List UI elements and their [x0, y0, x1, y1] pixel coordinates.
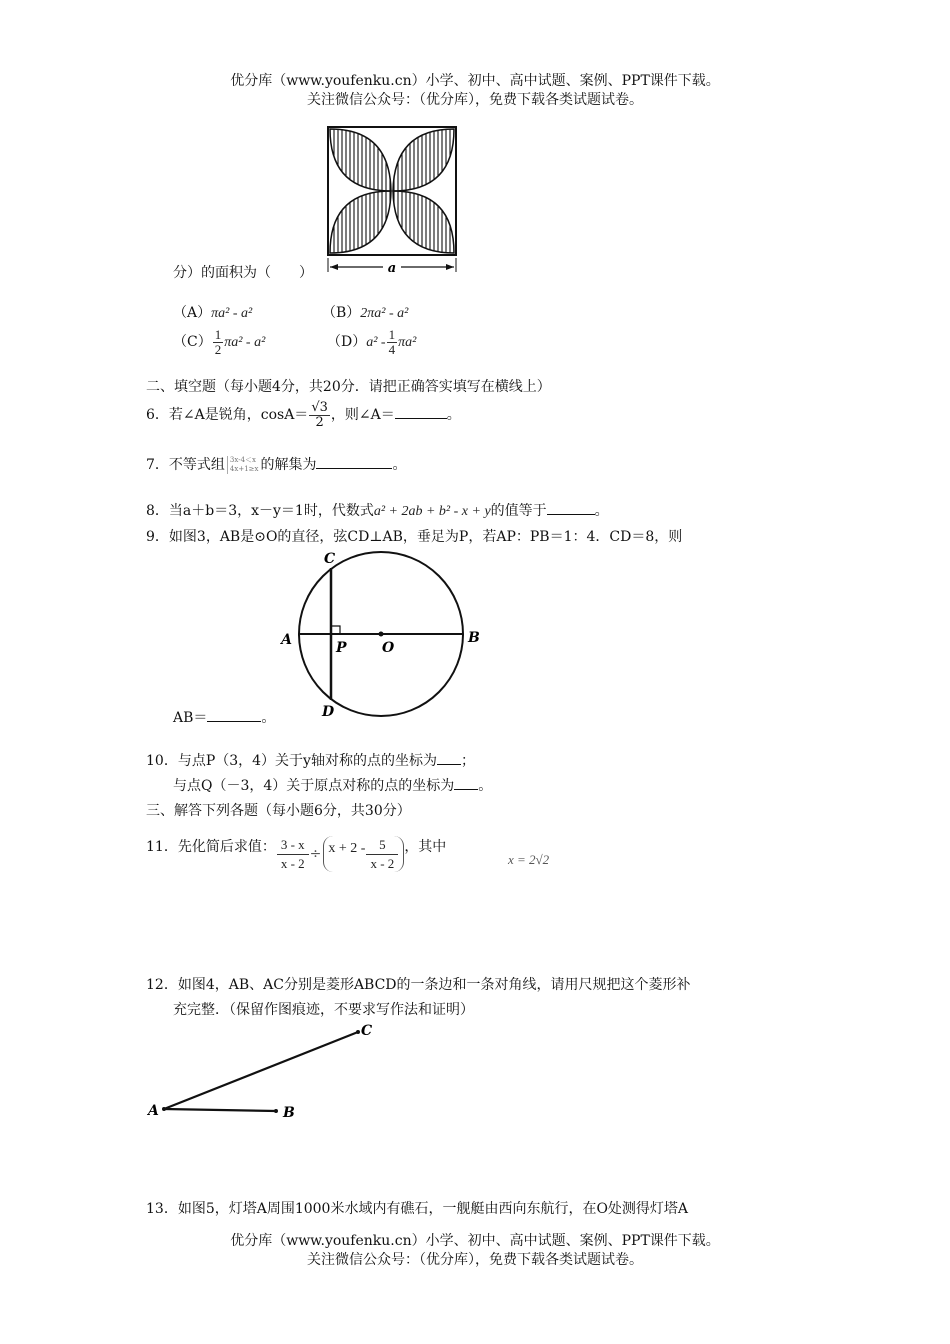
- q5-option-b: [322, 302, 408, 322]
- question-10-line-2: [173, 775, 492, 795]
- q6-end: 。: [446, 407, 461, 424]
- rhombus-label-a: A: [148, 1103, 159, 1119]
- question-6: [146, 401, 461, 429]
- label-c: C: [324, 551, 336, 567]
- rhombus-label-c: C: [361, 1023, 373, 1039]
- section-2-title: 二、填空题（每小题4分，共20分．请把正确答实填写在横线上）: [146, 379, 551, 395]
- q7-text-before: 7．不等式组: [146, 457, 225, 473]
- q5-option-b-expr: 2πa² - a²: [360, 306, 409, 321]
- question-8: [146, 500, 609, 520]
- q5-option-a-expr: πa² - a²: [211, 306, 253, 321]
- q5-option-a-label: （A）: [173, 305, 212, 321]
- q5-option-d-den: 4: [388, 341, 396, 357]
- question-12-line-2: 充完整．（保留作图痕迹，不要求写作法和证明）: [173, 1002, 474, 1018]
- q7-answer-blank[interactable]: [316, 455, 392, 469]
- q6-text-after: ，则∠A＝: [330, 407, 395, 424]
- q9-answer-blank[interactable]: [207, 708, 261, 722]
- q5-option-c-num: 1: [214, 327, 222, 342]
- q8-end: 。: [594, 503, 609, 519]
- circle-figure-3: [278, 546, 488, 721]
- label-b: B: [468, 630, 480, 646]
- q11-fraction-1-den: x - 2: [280, 855, 305, 871]
- q11-text-before: 11．先化简后求值：: [146, 839, 276, 855]
- petal-square-figure: [325, 124, 460, 276]
- q5-option-c-tail: πa² - a²: [224, 335, 266, 351]
- q8-answer-blank[interactable]: [547, 501, 595, 515]
- question-7: [146, 454, 406, 474]
- question-12-line-1: 12．如图4，AB、AC分别是菱形ABCD的一条边和一条对角线，请用尺规把这个菱形补: [146, 977, 691, 993]
- q8-text-after: 的值等于: [490, 503, 547, 519]
- q8-text-before: 8．当a＋b＝3，x－y＝1时，代数式: [146, 503, 374, 519]
- q10-line-1-text: 10．与点P（3，4）关于y轴对称的点的坐标为: [146, 753, 437, 769]
- q11-inner-expr: x + 2 -: [328, 841, 366, 857]
- q5-option-c-den: 2: [214, 341, 222, 357]
- question-13-text: 13．如图5，灯塔A周围1000米水域内有礁石，一舰艇由西向东航行，在O处测得灯塔A: [146, 1201, 689, 1217]
- rhombus-label-b: B: [283, 1105, 295, 1121]
- q11-condition: x = 2√2: [508, 852, 550, 867]
- question-10-line-1: [146, 750, 475, 770]
- q5-stem-tail: 分）的面积为（ ）: [173, 265, 313, 281]
- q9-end: 。: [261, 710, 276, 726]
- footer-line-2: 关注微信公众号：（优分库），免费下载各类试题试卷。: [307, 1252, 643, 1268]
- q11-divide: ÷: [309, 846, 322, 862]
- q10-line-1-end: ；: [460, 753, 475, 769]
- q11-fraction-2-den: x - 2: [370, 855, 395, 871]
- q11-fraction-2-num: 5: [366, 836, 398, 855]
- label-d: D: [322, 704, 335, 720]
- q11-fraction-1-num: 3 - x: [277, 836, 309, 855]
- q7-system-line-2: 4x+1≥x: [229, 465, 259, 473]
- q5-option-c-label: （C）: [173, 334, 212, 351]
- q7-end: 。: [392, 457, 407, 473]
- q10-answer-blank-2[interactable]: [454, 776, 478, 790]
- q5-option-d-label: （D）: [327, 334, 367, 351]
- figure-a-label: a: [387, 261, 397, 276]
- question-9-answer: [173, 707, 275, 727]
- q5-option-c: [173, 328, 265, 356]
- q11-text-after: ，其中: [404, 839, 447, 855]
- q5-option-d-num: 1: [388, 327, 396, 342]
- header-line-2: 关注微信公众号：（优分库），免费下载各类试题试卷。: [307, 92, 643, 108]
- q10-line-2-end: 。: [478, 778, 493, 794]
- label-p: P: [336, 640, 347, 656]
- q5-option-b-label: （B）: [322, 305, 361, 321]
- header-line-1: 优分库（www.youfenku.cn）小学、初中、高中试题、案例、PPT课件下载。: [230, 73, 720, 89]
- q5-option-d-tail: πa²: [398, 335, 417, 351]
- question-11: [146, 836, 446, 872]
- rhombus-figure-4: [140, 1018, 380, 1128]
- q9-answer-label: AB＝: [173, 710, 208, 726]
- q6-text-before: 6．若∠A是锐角，cosA＝: [146, 407, 309, 424]
- q5-option-d-head: a² -: [366, 335, 386, 351]
- label-a: A: [281, 632, 292, 648]
- q5-option-d: [327, 328, 416, 356]
- q10-answer-blank-1[interactable]: [437, 751, 461, 765]
- section-3-title: 三、解答下列各题（每小题6分，共30分）: [146, 803, 411, 819]
- q6-frac-num: √3: [311, 400, 328, 415]
- q5-option-a: [173, 302, 252, 322]
- q6-answer-blank[interactable]: [395, 405, 447, 419]
- q8-expression: a² + 2ab + b² - x + y: [373, 504, 491, 519]
- footer-line-1: 优分库（www.youfenku.cn）小学、初中、高中试题、案例、PPT课件下载。: [230, 1233, 720, 1249]
- q10-line-2-text: 与点Q（－3，4）关于原点对称的点的坐标为: [173, 778, 455, 794]
- question-9-text: 9．如图3，AB是⊙O的直径，弦CD⊥AB，垂足为P，若AP：PB＝1：4．CD＝8，则: [146, 529, 683, 545]
- q7-text-after: 的解集为: [260, 457, 317, 473]
- label-o: O: [382, 640, 395, 656]
- q6-frac-den: 2: [315, 414, 324, 430]
- q7-system-line-1: 3x-4＜x: [229, 456, 256, 464]
